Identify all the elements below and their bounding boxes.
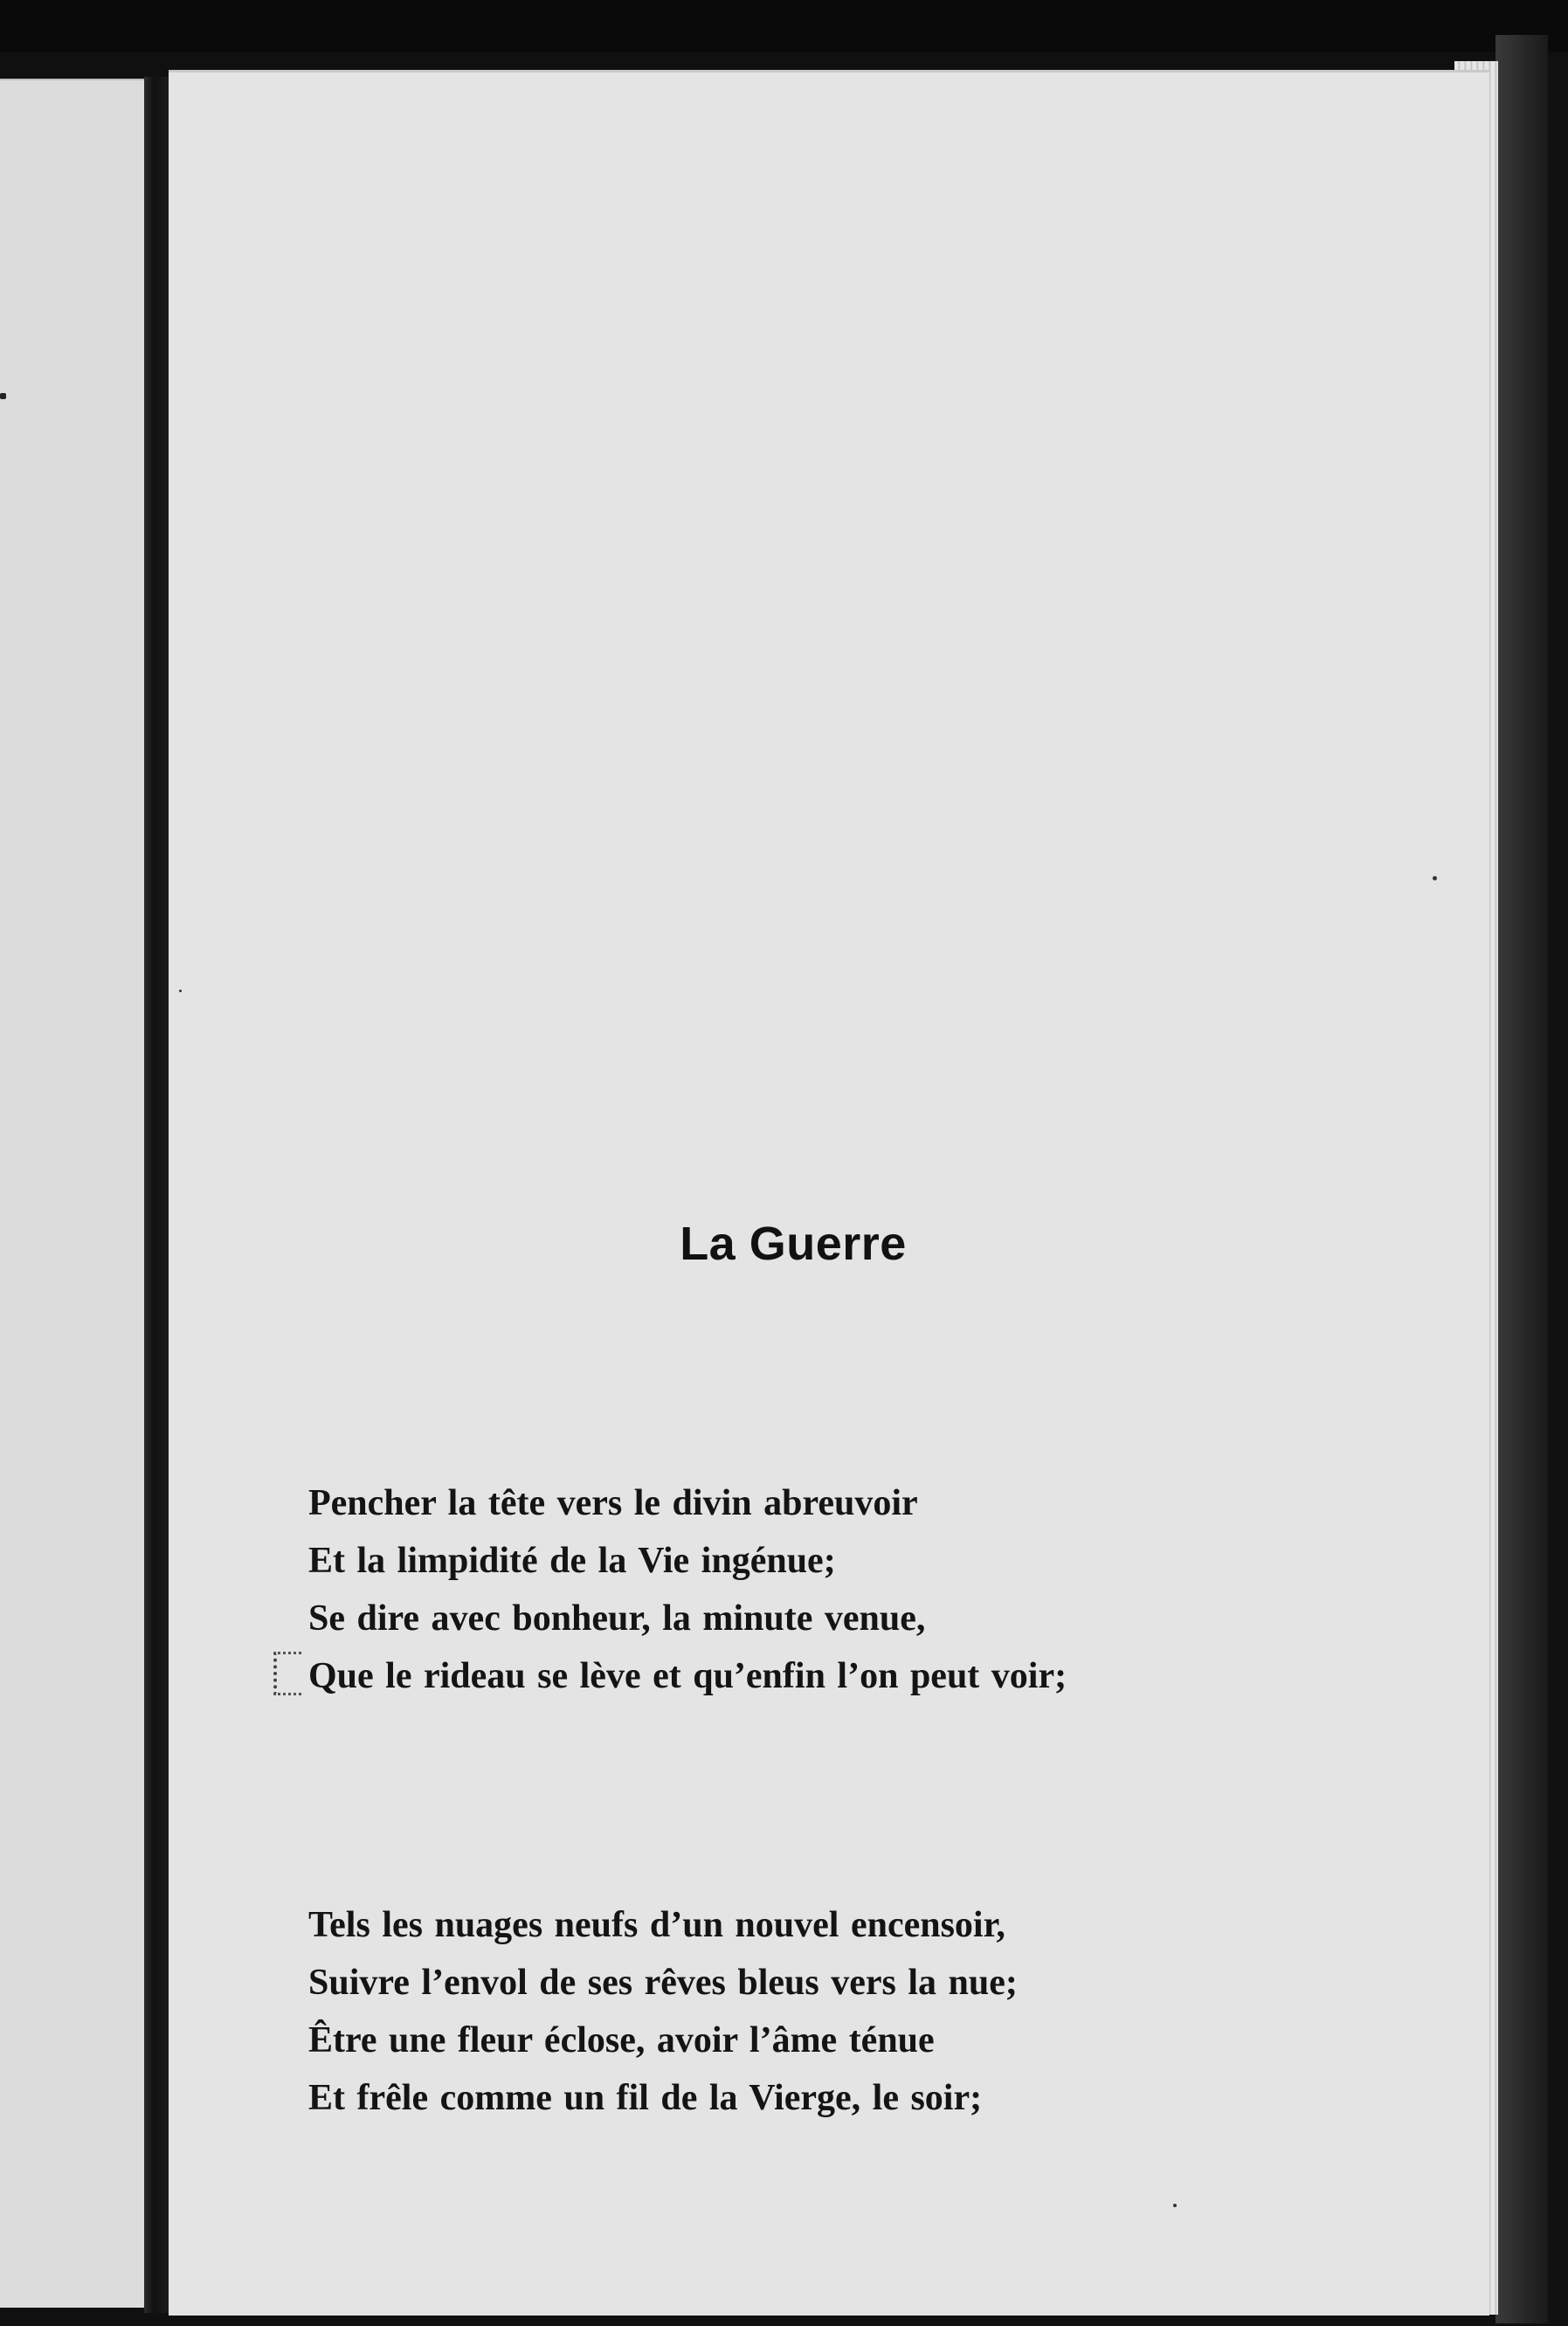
poem-line: Être une fleur éclose, avoir l’âme ténue [308, 2020, 935, 2060]
poem-line: Que le rideau se lève et qu’enfin l’on peut voir; [308, 1656, 1067, 1696]
film-top-border [0, 0, 1568, 52]
stanza-1 [308, 1474, 1067, 1705]
poem-line: Pencher la tête vers le divin abreuvoir [308, 1483, 918, 1523]
previous-page-edge [0, 79, 144, 2308]
poem-line: Suivre l’envol de ses rêves bleus vers la nue; [308, 1963, 1018, 2003]
stanza-2 [308, 1896, 1018, 2127]
ink-dot [179, 990, 182, 992]
bracket-mark-shape [273, 1652, 301, 1695]
poem-title: La Guerre [680, 1218, 907, 1270]
ink-dot [1433, 876, 1437, 880]
poem-line: Tels les nuages neufs d’un nouvel encensoir, [308, 1905, 1005, 1945]
margin-bracket-mark [272, 1645, 307, 1699]
ink-dot [1173, 2204, 1177, 2207]
book-spine [144, 77, 169, 2313]
poem-line: Et la limpidité de la Vie ingénue; [308, 1541, 836, 1581]
poem-line: Et frêle comme un fil de la Vierge, le soir; [308, 2078, 983, 2118]
ink-speck [0, 393, 6, 399]
poem-page [169, 70, 1489, 2316]
poem-line: Se dire avec bonheur, la minute venue, [308, 1598, 926, 1639]
book-cover-edge [1495, 35, 1548, 2323]
